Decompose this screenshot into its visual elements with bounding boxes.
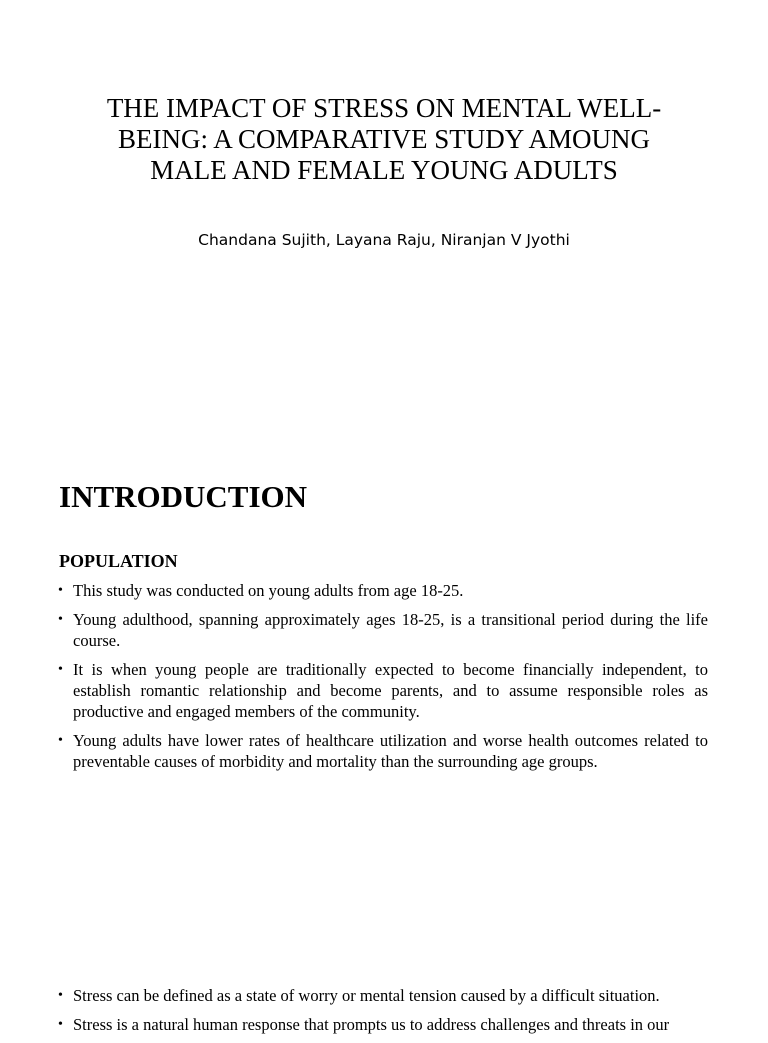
bullet-icon: •	[58, 612, 63, 627]
list-item	[58, 985, 708, 1006]
list-item	[58, 659, 708, 722]
bullet-icon: •	[58, 988, 63, 1003]
subheading-population: POPULATION	[59, 551, 178, 571]
population-bullet-list	[58, 580, 708, 780]
section-heading-introduction: INTRODUCTION	[59, 479, 308, 514]
bullet-icon: •	[58, 583, 63, 598]
bullet-text: Young adulthood, spanning approximately ages 18-25, is a transitional period during the life course.	[73, 610, 708, 650]
bullet-text: Young adults have lower rates of healthcare utilization and worse health outcomes related to preventable causes of morbidity and mortality than the surrounding age groups.	[73, 731, 708, 771]
stress-bullet-list	[58, 985, 708, 1043]
list-item	[58, 609, 708, 651]
bullet-text: Stress is a natural human response that prompts us to address challenges and threats in our	[73, 1015, 670, 1034]
list-item	[58, 1014, 708, 1035]
bullet-text: This study was conducted on young adults from age 18-25.	[73, 581, 464, 600]
page-title: THE IMPACT OF STRESS ON MENTAL WELL-BEING: A COMPARATIVE STUDY AMOUNG MALE AND FEMALE YOUNG ADULTS	[106, 93, 662, 185]
bullet-icon: •	[58, 733, 63, 748]
bullet-text: It is when young people are traditionally expected to become financially independent, to establish romantic relationship and become parents, and to assume responsible roles as productive and engaged members of the community.	[73, 660, 708, 721]
bullet-icon: •	[58, 662, 63, 677]
bullet-text: Stress can be defined as a state of worry or mental tension caused by a difficult situation.	[73, 986, 660, 1005]
list-item	[58, 580, 708, 601]
bullet-icon: •	[58, 1017, 63, 1032]
list-item	[58, 730, 708, 772]
authors-line: Chandana Sujith, Layana Raju, Niranjan V Jyothi	[198, 231, 570, 249]
